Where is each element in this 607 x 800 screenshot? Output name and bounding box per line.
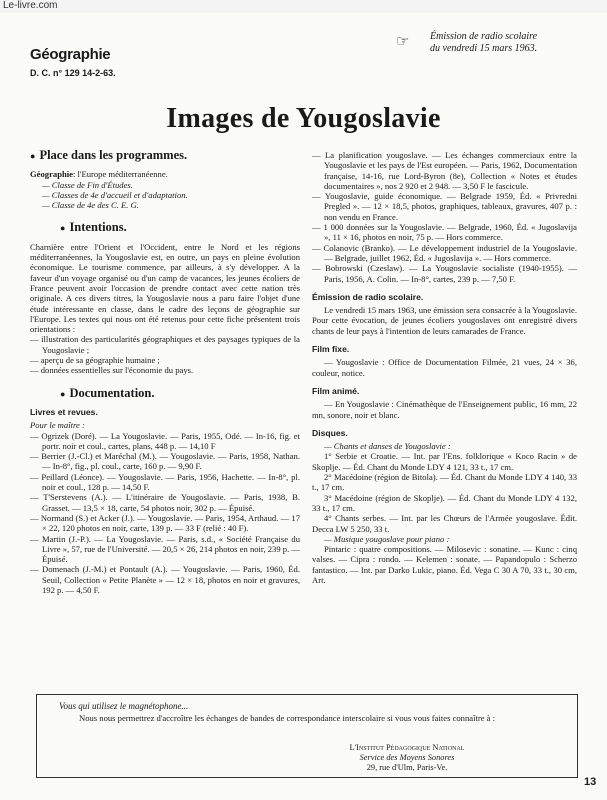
intentions-item: — aperçu de sa géographie humaine ; xyxy=(30,355,160,366)
for-teacher-label: Pour le maître : xyxy=(30,420,85,431)
film-fixe-heading: Film fixe. xyxy=(312,344,350,355)
disc-item: 1° Serbie et Croatie. — Int. par l'Ens. folklorique « Koco Racin » de Skoplje. — Éd. Chant du Monde LDY 4 121, 33 t., 17 cm. xyxy=(312,451,577,472)
site-label: Le-livre.com xyxy=(3,0,58,11)
emission-heading: Émission de radio scolaire. xyxy=(312,291,424,302)
books-subheading: Livres et revues. xyxy=(30,406,98,417)
bibliography-item: — Martin (J.-P.). — La Yougoslavie. — Paris, s.d., « Société Française du Livre », 57, rue de l'Université. — 20,5 × 26, 214 photos en noir, 239 p. — Épuisé. xyxy=(30,533,300,565)
right-column xyxy=(312,150,577,585)
piano-text: Pintaric : quatre compositions. — Milosevic : sonatine. — Kunc : cinq valses. — Cipra : rondo. — Kelemen : sonate. — Papandopulo : Scherzo fantastico. — Int. par Darko Lukic, piano. Éd. Vega C 30 A 70, 33 t., 30 cm, Art. xyxy=(312,544,577,585)
emission-line1: Émission de radio scolaire xyxy=(430,31,538,42)
intentions-paragraph: Charnière entre l'Orient et l'Occident, entre le Nord et les régions méditerranéennes, la Yougoslavie est, en outre, un pays en pleine évolution économique. Le tourisme commence, par ailleurs, à s'y développer. A la faveur d'un voyage organisé ou d'un camp de vacances, les jeunes écoliers de France peuvent avoir l'occasion de prendre contact avec cette nation très originale. A ces divers titres, la Yougoslavie nous a paru faire l'objet d'une étude intéressante en classe, dans le cadre des leçons de géographie sur l'Europe. Les textes qui nous ont été retenus pour cette fiche présentent trois orientations : xyxy=(30,241,300,335)
intentions-item: — illustration des particularités géographiques et des paysages typiques de la Yougoslavie ; xyxy=(30,334,300,355)
bibliography-item: — Normand (S.) et Acker (J.). — Yougoslavie. — Paris, 1954, Arthaud. — 17 × 22, 120 photos en noir, carte, 139 p. — 33 F (relié : 40 F). xyxy=(30,512,300,534)
bibliography-item: — Colanovic (Branko). — Le développement industriel de la Yougoslavie. — Belgrade, juillet 1962, Éd. « Jugoslavija ». — Hors commerce. xyxy=(312,242,577,263)
bibliography-item: — T'Serstevens (A.). — L'itinéraire de Yougoslavie. — Paris, 1938, B. Grasset. — 13,5 × 18, carte, 54 photos noir, 302 p. — Épuisé. xyxy=(30,492,300,513)
institute-service: Service des Moyens Sonores xyxy=(359,753,455,762)
emission-paragraph: Le vendredi 15 mars 1963, une émission sera consacrée à la Yougoslavie. Pour cette évocation, de jeunes écoliers yougoslaves ont enregistré divers chants de leur pays à l'intention de leurs camarades de France. xyxy=(312,305,577,336)
program-item: — Classe de 4e des C. E. G. xyxy=(42,200,139,211)
emission-note xyxy=(430,31,537,55)
chants-title: — Chants et danses de Yougoslavie : xyxy=(324,441,451,452)
section-heading-documentation: ● Documentation. xyxy=(60,385,155,400)
bibliography-item: — Ogrizek (Doré). — La Yougoslavie. — Paris, 1955, Odé. — In-16, fig. et portr. noir et coul., cartes, plans, 448 p. — 14,10 F xyxy=(30,430,300,451)
bibliography-item: — La planification yougoslave. — Les échanges commerciaux entre la Yougoslavie et les pays de l'Est européen. — Paris, 1962, Documentation française, 14-16, rue Lord-Byron (8e), Collection « Notes et études documentaires », nos 2 920 et 2 948. — 3,50 F le fascicule. xyxy=(312,150,577,191)
intentions-item: — données essentielles sur l'économie du pays. xyxy=(30,365,194,376)
bibliography-item: — Domenach (J.-M.) et Pontault (A.). — Yougoslavie. — Paris, 1960, Éd. Seuil, Collection « Petite Planète » — 12 × 18, photos en noir et gravures, 192 p. — 4,50 F. xyxy=(30,564,300,595)
page-number: 13 xyxy=(584,776,597,788)
disc-item: 4° Chants serbes. — Int. par les Chœurs de l'Armée yougoslave. Édit. Decca LW 5 250, 33 t. xyxy=(312,513,577,534)
film-anime-heading: Film animé. xyxy=(312,385,360,396)
bibliography-item: — Peillard (Léonce). — Yougoslavie. — Paris, 1956, Hachette. — In-8°, pl. noir et coul., 128 p. — 14,50 F. xyxy=(30,471,300,493)
program-item: — Classes de 4e d'accueil et d'adaptation. xyxy=(42,189,188,200)
site-bar xyxy=(0,0,607,13)
program-list xyxy=(30,180,300,211)
bibliography-item: — Yougoslavie, guide économique. — Belgrade 1959, Éd. « Privredni Pregled ». — 12 × 18,5, photos, graphiques, tableaux, gravures, 407 p. : non vendu en France. xyxy=(312,191,577,222)
document-reference: D. C. n° 129 14-2-63. xyxy=(30,68,116,78)
disques-heading: Disques. xyxy=(312,427,348,438)
page-title: Images de Yougoslavie xyxy=(166,103,441,134)
section-heading-place: ● Place dans les programmes. xyxy=(30,148,188,162)
program-item: — Classe de Fin d'Études. xyxy=(42,179,133,190)
bibliography-item: — 1 000 données sur la Yougoslavie. — Belgrade, 1960, Éd. « Jugoslavija », 11 × 16, photos en noir, 75 p. — Hors commerce. xyxy=(312,222,577,243)
section-heading-intentions: ● Intentions. xyxy=(60,220,127,235)
left-column xyxy=(30,150,300,595)
subject-heading: Géographie xyxy=(30,46,111,63)
emission-line2: du vendredi 15 mars 1963. xyxy=(430,43,538,54)
box-title: Vous qui utilisez le magnétophone... xyxy=(59,701,189,711)
disc-item: 3° Macédoine (région de Skoplje). — Éd. Chant du Monde LDY 4 132, 33 t., 17 cm. xyxy=(312,492,577,513)
bullet-icon: ● xyxy=(60,223,66,234)
disc-item: 2° Macédoine (région de Bitola). — Éd. Chant du Monde LDY 4 140, 33 t., 17 cm. xyxy=(312,472,577,493)
tape-recorder-box xyxy=(36,694,578,778)
bibliography-item: — Bobrowski (Czeslaw). — La Yougoslavie socialiste (1940-1955). — Paris, 1956, A. Colin. — In-8°, cartes, 239 p. — 7,50 F. xyxy=(312,263,577,284)
film-anime-text: — En Yougoslavie : Cinémathèque de l'Enseignement public, 16 mm, 22 mn, sonore, noir et blanc. xyxy=(312,399,577,420)
pointing-hand-icon: ☞ xyxy=(396,34,410,50)
bullet-icon: ● xyxy=(30,151,36,161)
piano-title: — Musique yougoslave pour piano : xyxy=(324,533,450,544)
program-line: Géographie: l'Europe méditerranéenne. xyxy=(30,169,168,180)
institute-street: 29, rue d'Ulm, Paris-Ve. xyxy=(366,763,448,772)
institute-name: L'Institut Pédagogique National xyxy=(349,743,465,752)
bullet-icon: ● xyxy=(60,388,66,399)
film-fixe-text: — Yougoslavie : Office de Documentation Filmée, 21 vues, 24 × 36, couleur, notice. xyxy=(312,357,577,378)
bibliography-item: — Berrier (J.-Cl.) et Maréchal (M.). — Yougoslavie. — Paris, 1958, Nathan. — In-8°, fig., pl. coul., carte, 160 p. — 9,90 F. xyxy=(30,451,300,472)
box-text: Nous nous permettrez d'accroître les échanges de bandes de correspondance interscolaire si vous vous faites connaître à : xyxy=(79,713,496,723)
institute-address xyxy=(287,743,527,773)
